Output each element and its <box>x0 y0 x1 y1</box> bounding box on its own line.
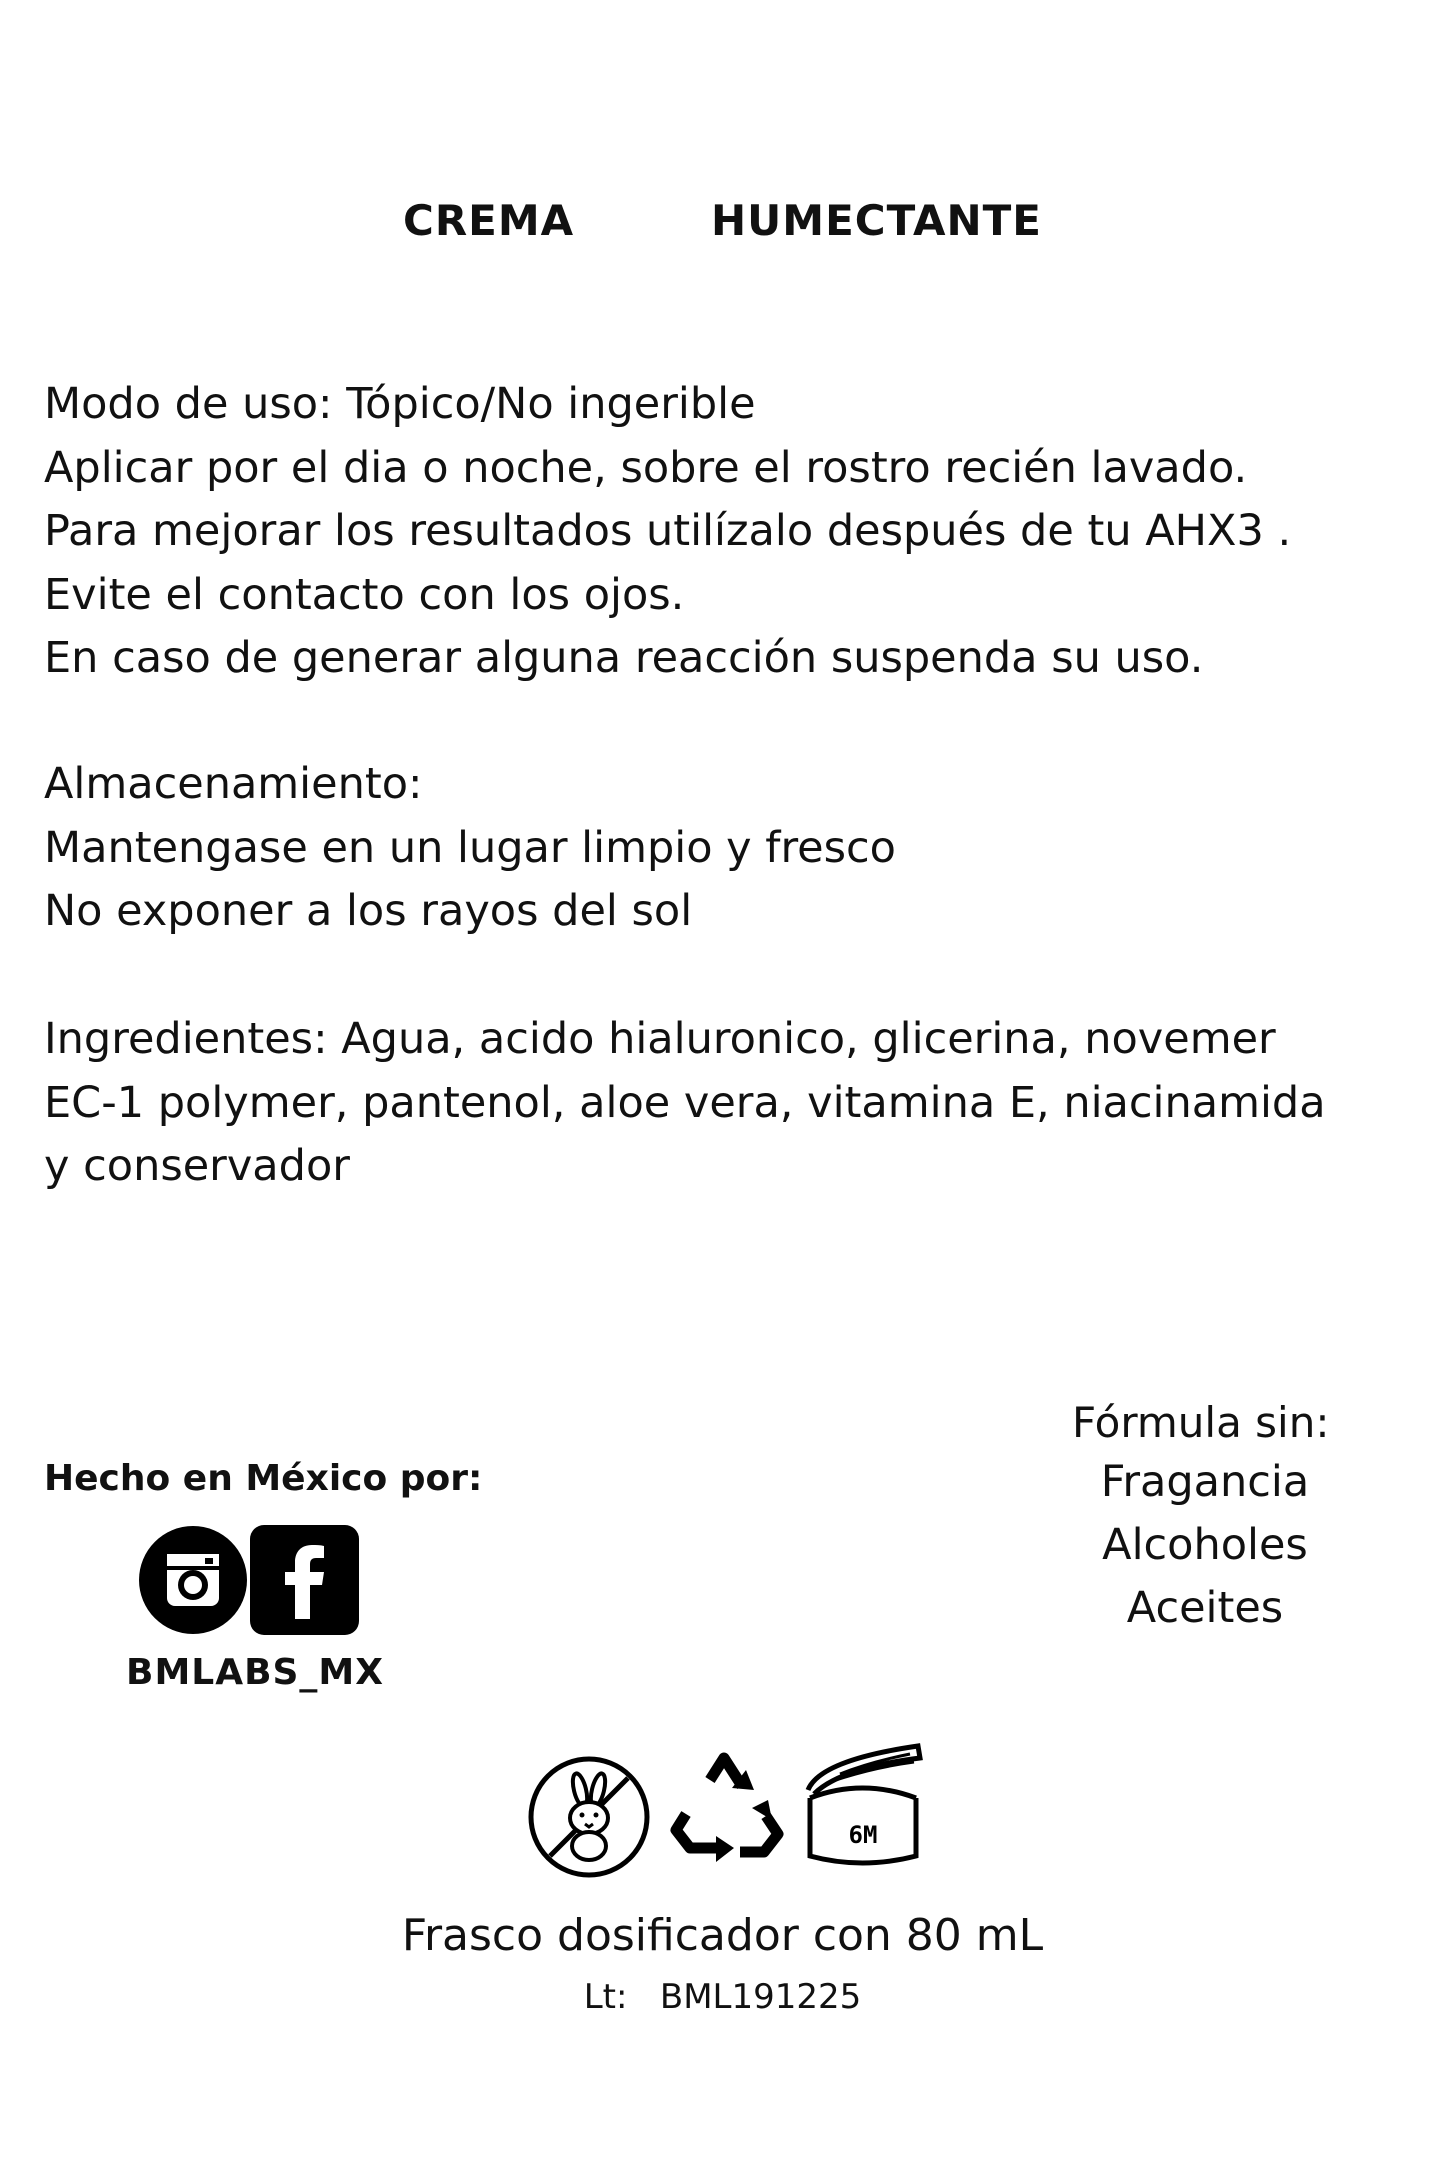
product-title: CREMA HUMECTANTE <box>403 196 1042 245</box>
ingredients-line: EC-1 polymer, pantenol, aloe vera, vitamina E, niacinamida <box>44 1077 1326 1128</box>
storage-line: No exponer a los rayos del sol <box>44 886 693 936</box>
formula-item: Fragancia <box>1100 1457 1310 1507</box>
made-in-label: Hecho en México por: <box>44 1458 483 1499</box>
usage-line: Evite el contacto con los ojos. <box>44 569 685 620</box>
recycle-icon <box>668 1744 788 1864</box>
pao-jar-icon <box>800 1738 930 1878</box>
storage-instructions <box>44 753 1424 944</box>
social-icons <box>139 1525 359 1635</box>
storage-line: Mantengase en un lugar limpio y fresco <box>44 822 896 873</box>
usage-instructions <box>44 373 1424 691</box>
ingredients-list <box>44 1008 1424 1199</box>
usage-line: En caso de generar alguna reacción suspenda su uso. <box>44 633 1204 683</box>
bottle-size: Frasco dosificador con 80 mL <box>401 1910 1044 1961</box>
formula-free-of <box>1060 1395 1350 1640</box>
lot-number: Lt: BML191225 <box>583 1977 862 2017</box>
instagram-icon <box>139 1526 247 1634</box>
packaging-symbols <box>520 1738 940 1878</box>
storage-line: Almacenamiento: <box>44 759 423 809</box>
cruelty-free-icon <box>526 1754 652 1880</box>
usage-line: Para mejorar los resultados utilízalo después de tu AHX3 . <box>44 506 1292 556</box>
formula-item: Aceites <box>1126 1583 1284 1633</box>
formula-heading: Fórmula sin: <box>1072 1398 1330 1447</box>
formula-item: Alcoholes <box>1102 1520 1308 1570</box>
usage-line: Modo de uso: Tópico/No ingerible <box>44 379 756 429</box>
ingredients-line: Ingredientes: Agua, acido hialuronico, glicerina, novemer <box>44 1014 1276 1064</box>
usage-line: Aplicar por el dia o noche, sobre el rostro recién lavado. <box>44 442 1248 493</box>
pao-label: 6M <box>848 1821 878 1849</box>
facebook-icon <box>250 1525 359 1635</box>
brand-handle: BMLABS_MX <box>126 1652 385 1693</box>
ingredients-line: y conservador <box>44 1141 350 1191</box>
